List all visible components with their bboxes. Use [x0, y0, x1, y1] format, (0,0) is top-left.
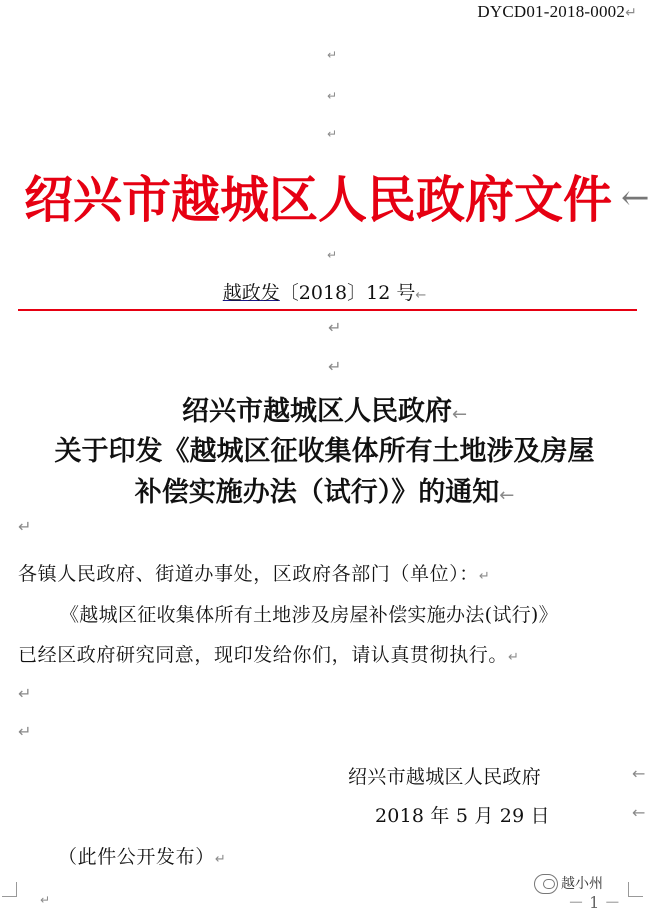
- paragraph-mark: ↵: [40, 893, 51, 907]
- arrow-mark: ←: [415, 288, 427, 303]
- paragraph-mark: ↵: [328, 357, 342, 376]
- paragraph-mark: ↵: [327, 248, 338, 262]
- arrow-mark: ←: [632, 764, 646, 783]
- signature-date: 2018 年 5 月 29 日: [375, 805, 550, 827]
- arrow-mark: ←: [632, 803, 646, 822]
- arrow-mark: ←: [451, 404, 468, 425]
- document-number: DYCD01-2018-0002↵: [477, 2, 637, 21]
- title-line-1: 绍兴市越城区人民政府←: [181, 396, 468, 427]
- paragraph-mark: ↵: [625, 5, 637, 21]
- salutation: 各镇人民政府、街道办事处，区政府各部门（单位）：↵: [18, 563, 491, 585]
- paragraph-mark: ↵: [18, 722, 32, 741]
- red-separator-rule: [18, 309, 637, 311]
- paragraph-mark: ↵: [327, 48, 338, 62]
- publication-note: （此件公开发布）↵: [58, 846, 227, 868]
- reference-prefix: 越政发: [222, 282, 280, 304]
- body-paragraph-line-1: 《越城区征收集体所有土地涉及房屋补偿实施办法(试行)》: [60, 604, 558, 626]
- paragraph-mark: ↵: [18, 684, 32, 703]
- arrow-mark: ←: [499, 485, 515, 506]
- reference-seq: 12 号: [366, 282, 416, 304]
- page-corner-mark: [628, 882, 643, 897]
- page-number: － 1 －: [568, 893, 621, 912]
- paragraph-mark: ↵: [328, 318, 342, 337]
- watermark: 越小州: [534, 873, 603, 894]
- chat-bubble-icon: [534, 874, 558, 894]
- paragraph-mark: ↵: [214, 852, 227, 867]
- paragraph-mark: ↵: [508, 650, 520, 665]
- paragraph-mark: ↵: [327, 89, 338, 103]
- body-paragraph-line-2: 已经区政府研究同意，现印发给你们，请认真贯彻执行。↵: [18, 644, 520, 666]
- arrow-mark: ←: [621, 178, 649, 218]
- title-line-3: 补偿实施办法（试行）》的通知←: [134, 477, 515, 508]
- page-corner-mark: [2, 882, 17, 897]
- paragraph-mark: ↵: [478, 569, 491, 584]
- signature-issuer: 绍兴市越城区人民政府: [348, 766, 542, 788]
- reference-number: [0, 278, 649, 305]
- paragraph-mark: ↵: [327, 127, 338, 141]
- paragraph-mark: ↵: [18, 517, 32, 536]
- issuer-header: 绍兴市越城区人民政府文件: [24, 170, 612, 229]
- title-line-2: 关于印发《越城区征收集体所有土地涉及房屋: [54, 436, 595, 467]
- reference-year: 〔2018〕: [279, 282, 367, 304]
